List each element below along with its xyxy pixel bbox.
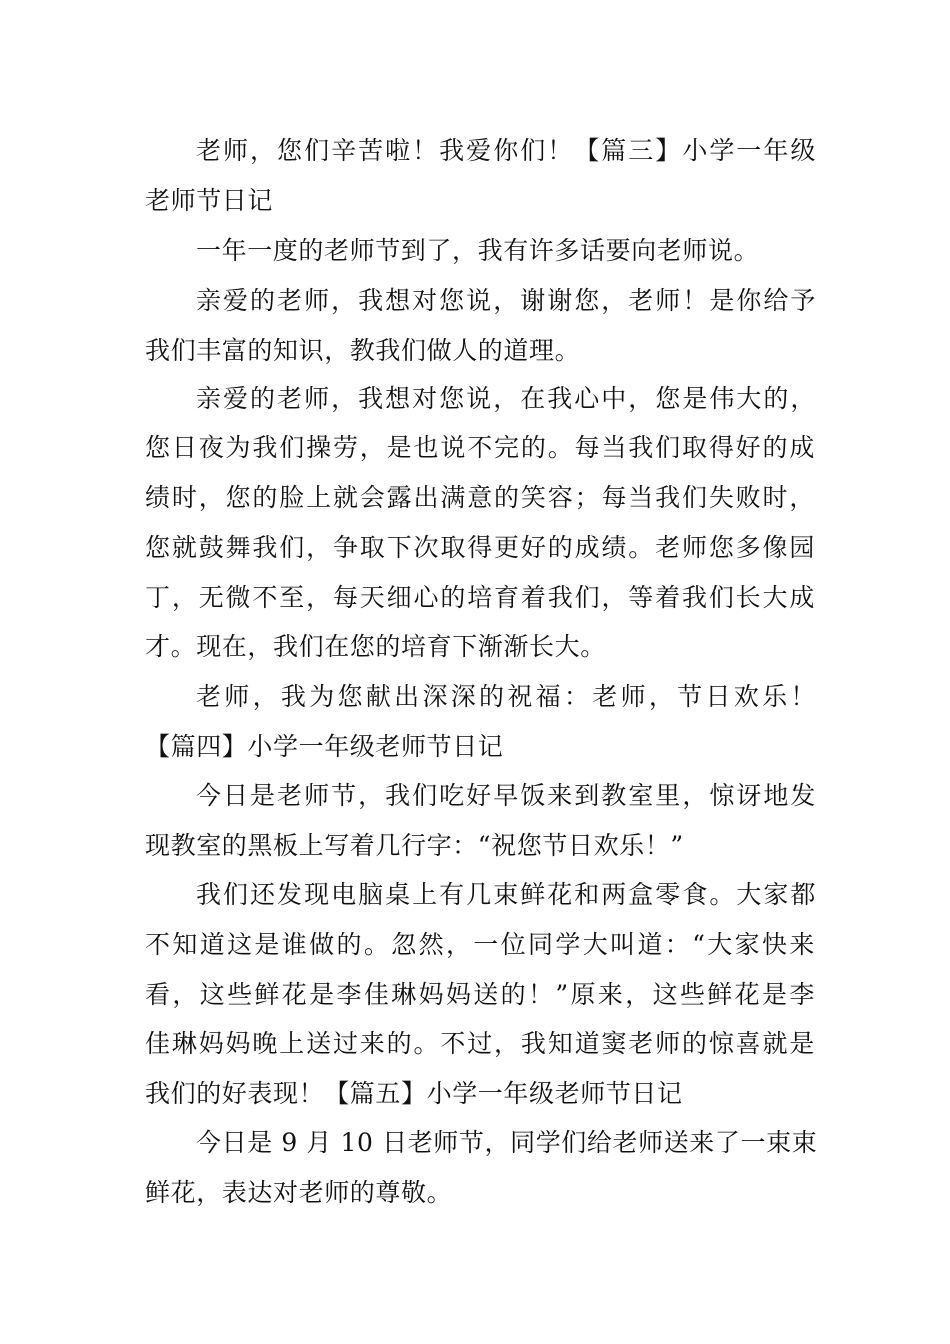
text-line: 老师，我为您献出深深的祝福：老师，节日欢乐！ — [196, 682, 816, 711]
text-line: 亲爱的老师，我想对您说，在我心中，您是伟大的， — [196, 384, 816, 413]
text-line: 鲜花，表达对老师的尊敬。 — [145, 1178, 453, 1207]
text-line: 老师节日记 — [145, 186, 274, 215]
text-line: 丁，无微不至，每天细心的培育着我们，等着我们长大成 — [145, 583, 815, 612]
text-line: 您日夜为我们操劳，是也说不完的。每当我们取得好的成 — [145, 433, 815, 462]
text-line: 亲爱的老师，我想对您说，谢谢您，老师！是你给予 — [196, 286, 816, 315]
text-line: 老师，您们辛苦啦！我爱你们！【篇三】小学一年级 — [196, 136, 816, 165]
text-line: 不知道这是谁做的。忽然，一位同学大叫道：“大家快来 — [145, 930, 815, 959]
text-line: 才。现在，我们在您的培育下渐渐长大。 — [145, 632, 606, 661]
text-line: 看，这些鲜花是李佳琳妈妈送的！”原来，这些鲜花是李 — [145, 980, 815, 1009]
text-line: 我们还发现电脑桌上有几束鲜花和两盒零食。大家都 — [196, 880, 816, 909]
text-line: 您就鼓舞我们，争取下次取得更好的成绩。老师您多像园 — [145, 533, 815, 562]
text-line: 一年一度的老师节到了，我有许多话要向老师说。 — [196, 236, 760, 265]
text-line: 我们的好表现！【篇五】小学一年级老师节日记 — [145, 1079, 683, 1108]
text-line: 我们丰富的知识，教我们做人的道理。 — [145, 336, 581, 365]
text-line: 绩时，您的脸上就会露出满意的笑容；每当我们失败时， — [145, 483, 815, 512]
text-line: 今日是 9 月 10 日老师节，同学们给老师送来了一束束 — [196, 1128, 818, 1157]
text-line: 今日是老师节，我们吃好早饭来到教室里，惊讶地发 — [196, 781, 816, 810]
text-line: 【篇四】小学一年级老师节日记 — [145, 732, 504, 761]
text-line: 佳琳妈妈晚上送过来的。不过，我知道窦老师的惊喜就是 — [145, 1029, 815, 1058]
text-line: 现教室的黑板上写着几行字：“祝您节日欢乐！” — [145, 831, 684, 860]
